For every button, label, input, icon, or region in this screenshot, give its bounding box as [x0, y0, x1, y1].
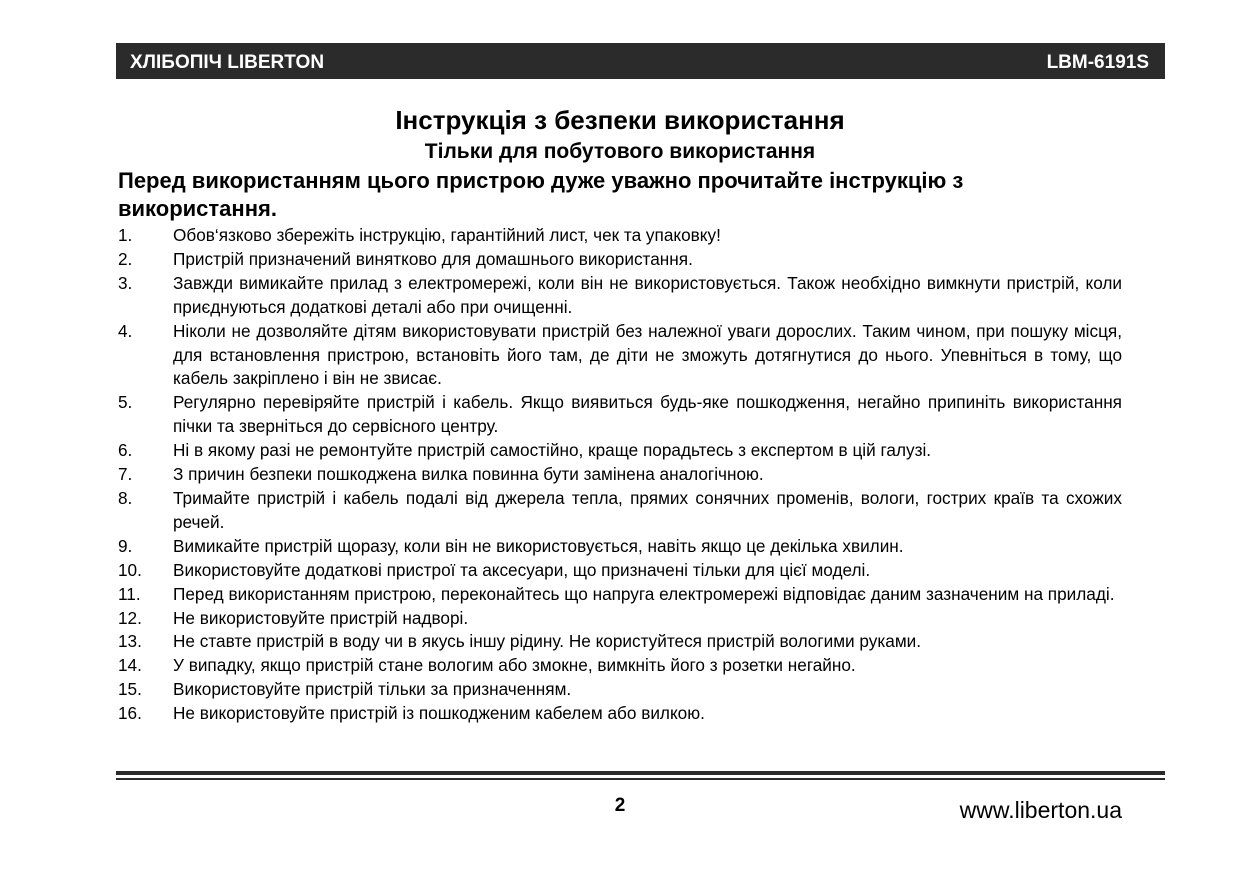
item-text: Пристрій призначений винятково для домашнього використання.	[173, 248, 693, 269]
item-text: Перед використанням пристрою, переконайтесь що напруга електромережі відповідає даним зазначеним на приладі.	[173, 583, 1115, 604]
list-item	[118, 607, 1122, 631]
list-item	[118, 654, 1122, 678]
intro-warning: Перед використанням цього пристрою дуже уважно прочитайте інструкцію з використання.	[118, 168, 964, 221]
page-subtitle: Тільки для побутового використання	[424, 140, 816, 163]
list-item	[118, 678, 1122, 702]
item-text: Обов‘язково збережіть інструкцію, гарантійний лист, чек та упаковку!	[173, 225, 721, 245]
item-number: 11.	[118, 583, 141, 604]
item-number: 1.	[118, 225, 133, 245]
item-number: 6.	[118, 440, 133, 461]
item-number: 13.	[118, 631, 142, 652]
list-item	[118, 391, 1122, 439]
item-number: 10.	[118, 559, 142, 580]
item-text: Ні в якому разі не ремонтуйте пристрій самостійно, краще порадьтесь з експертом в цій галузі.	[173, 440, 932, 461]
list-item	[118, 320, 1122, 392]
item-number: 15.	[118, 679, 142, 700]
item-text: Тримайте пристрій і кабель подалі від джерела тепла, прямих сонячних променів, вологи, гострих країв та схожих речей.	[173, 487, 1122, 532]
footer-divider-thin	[116, 778, 1165, 780]
header-bar	[116, 43, 1165, 79]
list-item	[118, 559, 1122, 583]
item-text: Використовуйте пристрій тільки за призначенням.	[173, 679, 572, 700]
list-item	[118, 224, 1122, 248]
list-item	[118, 463, 1122, 487]
item-text: Завжди вимикайте прилад з електромережі, коли він не використовується. Також необхідно вимкнути пристрій, коли приєднуються додаткові деталі або при очищенні.	[173, 272, 1122, 317]
footer-divider-thick	[116, 771, 1165, 775]
list-item	[118, 583, 1122, 607]
item-text: Не використовуйте пристрій із пошкодженим кабелем або вилкою.	[173, 703, 705, 724]
item-number: 2.	[118, 248, 133, 269]
website-url: www.liberton.ua	[959, 797, 1122, 823]
item-number: 12.	[118, 607, 142, 628]
item-text: Вимикайте пристрій щоразу, коли він не використовується, навіть якщо це декілька хвилин.	[173, 535, 904, 556]
list-item	[118, 630, 1122, 654]
item-text: У випадку, якщо пристрій стане вологим або змокне, вимкніть його з розетки негайно.	[173, 655, 856, 676]
item-number: 14.	[118, 655, 142, 676]
item-number: 4.	[118, 320, 133, 341]
item-number: 5.	[118, 392, 133, 413]
item-number: 16.	[118, 703, 142, 724]
list-item	[118, 248, 1122, 272]
safety-list	[118, 224, 1122, 726]
list-item	[118, 535, 1122, 559]
list-item	[118, 702, 1122, 726]
item-number: 7.	[118, 464, 133, 485]
item-text: Використовуйте додаткові пристрої та аксесуари, що призначені тільки для цієї моделі.	[173, 559, 871, 580]
header-brand: ХЛІБОПІЧ LIBERTON	[130, 52, 325, 73]
list-item	[118, 487, 1122, 535]
list-item	[118, 272, 1122, 320]
item-text: Ніколи не дозволяйте дітям використовувати пристрій без належної уваги дорослих. Таким чином, при пошуку місця, для встановлення пристрою, встановіть його там, де діти не зможуть дотягнутися до нього. Упевніться в тому, що кабель закріплено і він не звисає.	[173, 320, 1122, 389]
header-model: LBM-6191S	[1046, 52, 1149, 73]
page-title: Інструкція з безпеки використання	[395, 105, 845, 135]
page-number: 2	[614, 795, 626, 816]
item-text: З причин безпеки пошкоджена вилка повинна бути замінена аналогічною.	[173, 464, 764, 485]
item-text: Регулярно перевіряйте пристрій і кабель. Якщо виявиться будь-яке пошкодження, негайно припиніть використання пічки та зверніться до сервісного центру.	[173, 392, 1122, 437]
list-item	[118, 439, 1122, 463]
item-number: 3.	[118, 272, 133, 293]
item-text: Не ставте пристрій в воду чи в якусь іншу рідину. Не користуйтеся пристрій вологими руками.	[173, 631, 922, 652]
item-number: 8.	[118, 487, 133, 508]
item-number: 9.	[118, 535, 133, 556]
item-text: Не використовуйте пристрій надворі.	[173, 607, 469, 628]
